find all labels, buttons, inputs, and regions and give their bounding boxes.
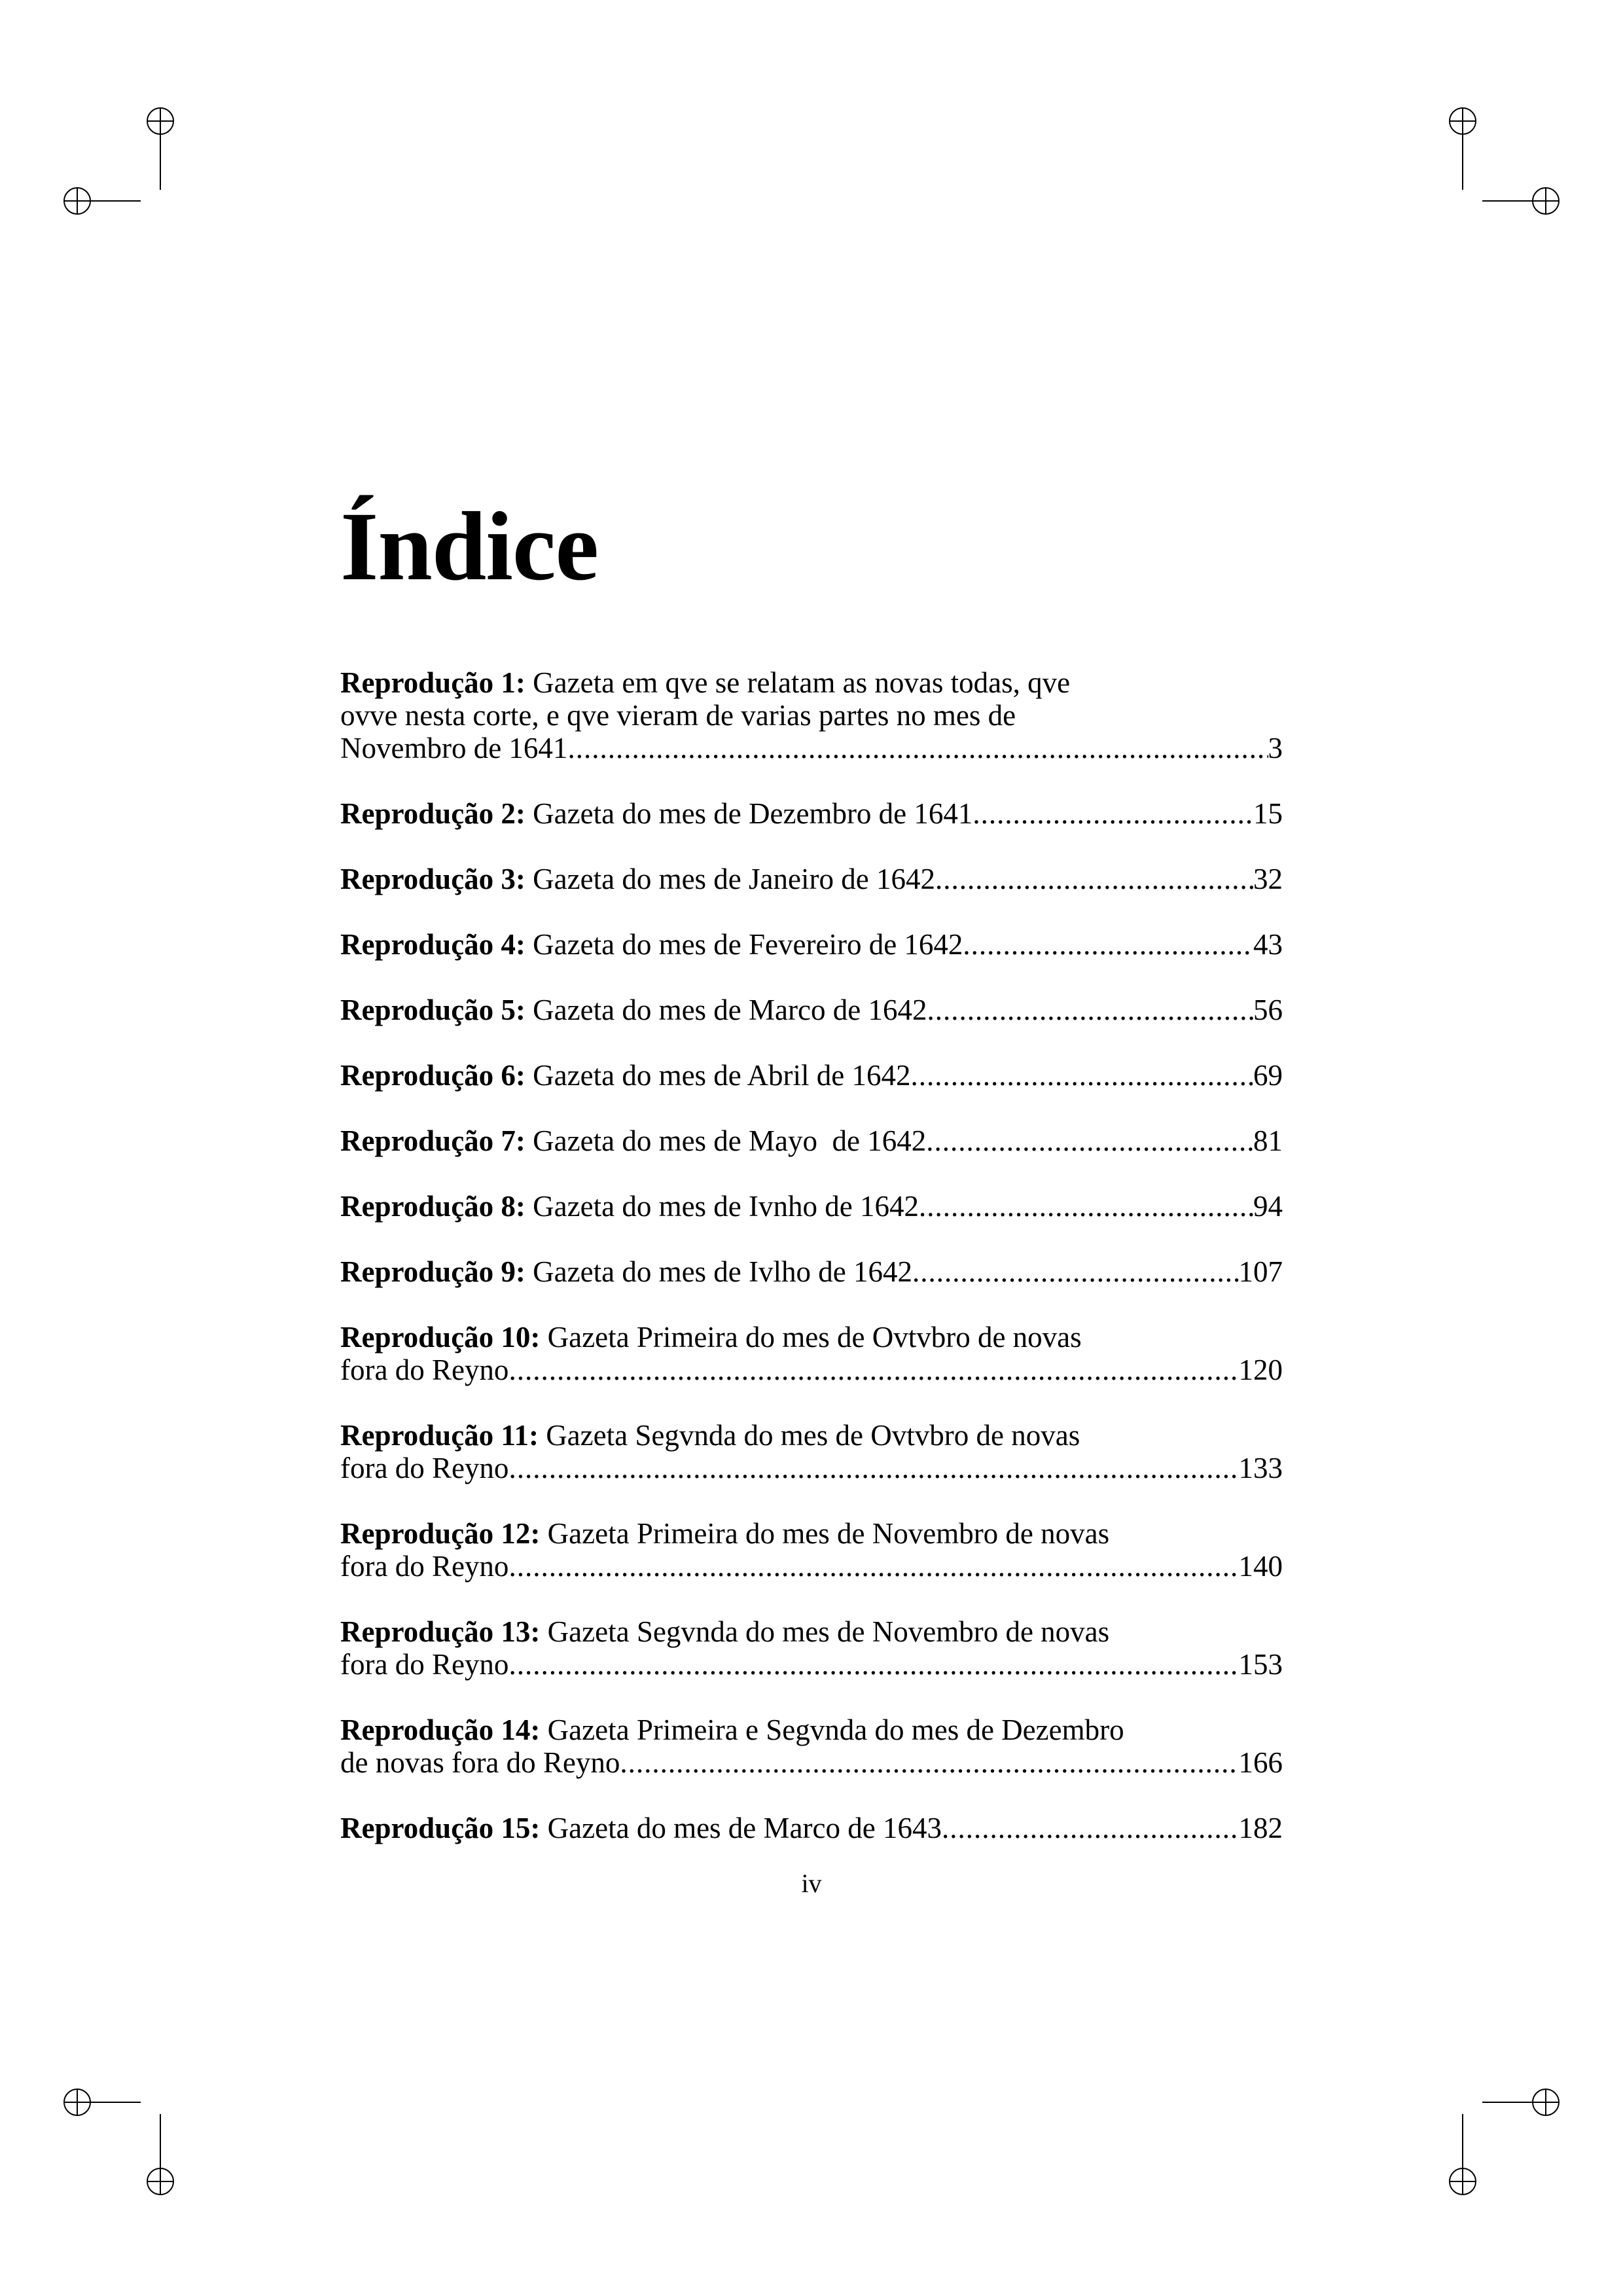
toc-entry-text bbox=[340, 1059, 911, 1092]
toc-entry-text: Gazeta Segvnda do mes de Novembro de novas bbox=[547, 1615, 1110, 1648]
toc-entry-leader-line bbox=[340, 1550, 1283, 1583]
registration-mark-top-right bbox=[1450, 108, 1559, 214]
toc-page-number: 43 bbox=[1253, 928, 1283, 961]
toc-entry-title: Novembro de 1641 bbox=[340, 732, 568, 764]
dot-leader bbox=[972, 797, 1253, 830]
toc-entry-text: Gazeta Segvnda do mes de Ovtvbro de novas bbox=[546, 1419, 1080, 1452]
toc-page-number: 133 bbox=[1238, 1452, 1283, 1484]
toc-page-number: 3 bbox=[1268, 732, 1283, 764]
toc-entry-line bbox=[340, 1615, 1283, 1648]
toc-page-number: 153 bbox=[1238, 1648, 1283, 1681]
toc-entry[interactable] bbox=[340, 1713, 1283, 1779]
toc-entry-label: Reprodução 11: bbox=[340, 1419, 539, 1452]
toc-entry-line bbox=[340, 1713, 1283, 1746]
dot-leader bbox=[567, 732, 1268, 764]
toc-entry-leader-line bbox=[340, 1190, 1283, 1223]
page-title: Índice bbox=[340, 492, 599, 601]
toc-entry[interactable] bbox=[340, 1615, 1283, 1681]
toc-entry-text bbox=[340, 1190, 919, 1223]
toc-entry-title: Gazeta do mes de Mayo de 1642 bbox=[533, 1124, 927, 1157]
toc-entry-text bbox=[340, 1255, 912, 1288]
toc-entry-line bbox=[340, 1321, 1283, 1354]
toc-entry[interactable] bbox=[340, 1255, 1283, 1288]
toc-entry[interactable] bbox=[340, 1321, 1283, 1386]
toc-entry-leader-line bbox=[340, 1648, 1283, 1681]
toc-entry-leader-line bbox=[340, 1746, 1283, 1779]
toc-entry-line bbox=[340, 1517, 1283, 1550]
toc-page-number: 15 bbox=[1253, 797, 1283, 830]
toc-entry-label: Reprodução 2: bbox=[340, 797, 526, 830]
toc-entry-label: Reprodução 9: bbox=[340, 1255, 526, 1288]
toc-page-number: 107 bbox=[1238, 1255, 1283, 1288]
toc-entry-label: Reprodução 8: bbox=[340, 1190, 526, 1223]
dot-leader bbox=[927, 994, 1253, 1026]
toc-entry-title: Gazeta do mes de Ivlho de 1642 bbox=[533, 1255, 912, 1288]
toc-entry-title: fora do Reyno bbox=[340, 1648, 509, 1681]
toc-page-number: 182 bbox=[1238, 1812, 1283, 1844]
toc-entry-line bbox=[340, 1419, 1283, 1452]
toc-page-number: 32 bbox=[1253, 863, 1283, 895]
toc-entry-text bbox=[340, 1648, 508, 1681]
toc-entry[interactable] bbox=[340, 1517, 1283, 1583]
toc-entry-title: fora do Reyno bbox=[340, 1550, 509, 1583]
dot-leader bbox=[942, 1812, 1239, 1844]
toc-page-number: 94 bbox=[1253, 1190, 1283, 1223]
toc-entry-text bbox=[340, 1746, 620, 1779]
toc-entry-title: Gazeta do mes de Marco de 1642 bbox=[533, 994, 927, 1026]
toc-entry-text bbox=[340, 1452, 508, 1484]
toc-page-number: 56 bbox=[1253, 994, 1283, 1026]
toc-entry-text bbox=[340, 928, 963, 961]
dot-leader bbox=[508, 1354, 1238, 1386]
toc-entry-label: Reprodução 6: bbox=[340, 1059, 526, 1092]
toc-entry-text bbox=[340, 732, 567, 764]
toc-entry-leader-line bbox=[340, 928, 1283, 961]
toc-entry-label: Reprodução 14: bbox=[340, 1713, 541, 1746]
toc-entry-label: Reprodução 4: bbox=[340, 928, 526, 961]
dot-leader bbox=[963, 928, 1253, 961]
toc-entry-label: Reprodução 5: bbox=[340, 994, 526, 1026]
toc-entry-text: Gazeta Primeira e Segvnda do mes de Dezembro bbox=[547, 1713, 1124, 1746]
toc-entry-text: ovve nesta corte, e qve vieram de varias partes no mes de bbox=[340, 699, 1016, 732]
toc-entry-title: Gazeta do mes de Dezembro de 1641 bbox=[533, 797, 973, 830]
toc-entry-leader-line bbox=[340, 1059, 1283, 1092]
toc-entry-label: Reprodução 15: bbox=[340, 1812, 541, 1844]
dot-leader bbox=[508, 1648, 1238, 1681]
toc-page-number: 81 bbox=[1253, 1124, 1283, 1157]
toc-entry-text bbox=[340, 1812, 942, 1844]
registration-mark-bottom-right bbox=[1450, 2089, 1559, 2195]
toc-entry-leader-line bbox=[340, 1452, 1283, 1484]
page-content bbox=[340, 492, 1283, 1844]
toc-entry-text: Gazeta Primeira do mes de Ovtvbro de novas bbox=[547, 1321, 1082, 1354]
dot-leader bbox=[919, 1190, 1253, 1223]
toc-entry-leader-line bbox=[340, 863, 1283, 895]
toc-entry-leader-line bbox=[340, 1255, 1283, 1288]
toc-entry[interactable] bbox=[340, 1190, 1283, 1223]
toc-entry-text: Gazeta Primeira do mes de Novembro de novas bbox=[547, 1517, 1110, 1550]
table-of-contents bbox=[340, 666, 1283, 1844]
dot-leader bbox=[508, 1452, 1238, 1484]
dot-leader bbox=[911, 1059, 1253, 1092]
toc-entry-text bbox=[340, 1124, 926, 1157]
toc-page-number: 69 bbox=[1253, 1059, 1283, 1092]
toc-entry-text bbox=[340, 1550, 508, 1583]
toc-entry-leader-line bbox=[340, 797, 1283, 830]
page-number: iv bbox=[801, 1869, 822, 1898]
toc-entry[interactable] bbox=[340, 797, 1283, 830]
toc-entry-leader-line bbox=[340, 1812, 1283, 1844]
toc-entry-line bbox=[340, 666, 1283, 699]
dot-leader bbox=[620, 1746, 1238, 1779]
dot-leader bbox=[935, 863, 1253, 895]
toc-entry-text bbox=[340, 797, 972, 830]
toc-entry-text bbox=[340, 1354, 508, 1386]
toc-entry-title: Gazeta do mes de Janeiro de 1642 bbox=[533, 863, 935, 895]
toc-page-number: 166 bbox=[1238, 1746, 1283, 1779]
toc-page-number: 120 bbox=[1238, 1354, 1283, 1386]
toc-entry-label: Reprodução 12: bbox=[340, 1517, 541, 1550]
toc-entry[interactable] bbox=[340, 863, 1283, 895]
registration-mark-bottom-left bbox=[64, 2089, 173, 2195]
toc-entry-label: Reprodução 13: bbox=[340, 1615, 541, 1648]
toc-entry[interactable] bbox=[340, 1812, 1283, 1844]
toc-entry-title: fora do Reyno bbox=[340, 1452, 509, 1484]
toc-entry-text bbox=[340, 863, 935, 895]
toc-entry-title: Gazeta do mes de Abril de 1642 bbox=[533, 1059, 911, 1092]
toc-entry-label: Reprodução 1: bbox=[340, 666, 526, 699]
toc-entry-title: de novas fora do Reyno bbox=[340, 1746, 620, 1779]
toc-entry-label: Reprodução 3: bbox=[340, 863, 526, 895]
toc-entry[interactable] bbox=[340, 1419, 1283, 1484]
toc-entry-title: Gazeta do mes de Marco de 1643 bbox=[547, 1812, 942, 1844]
toc-entry[interactable] bbox=[340, 928, 1283, 961]
toc-entry-leader-line bbox=[340, 1354, 1283, 1386]
toc-entry-leader-line bbox=[340, 732, 1283, 764]
toc-page-number: 140 bbox=[1238, 1550, 1283, 1583]
toc-entry-text bbox=[340, 994, 927, 1026]
toc-entry-label: Reprodução 10: bbox=[340, 1321, 541, 1354]
toc-entry[interactable] bbox=[340, 994, 1283, 1026]
toc-entry[interactable] bbox=[340, 1059, 1283, 1092]
toc-entry-title: Gazeta do mes de Fevereiro de 1642 bbox=[533, 928, 963, 961]
registration-mark-top-left bbox=[64, 108, 173, 214]
dot-leader bbox=[508, 1550, 1238, 1583]
toc-entry-leader-line bbox=[340, 994, 1283, 1026]
toc-entry-line bbox=[340, 699, 1283, 732]
toc-entry-label: Reprodução 7: bbox=[340, 1124, 526, 1157]
toc-entry-text: Gazeta em qve se relatam as novas todas, qve bbox=[533, 666, 1071, 699]
toc-entry[interactable] bbox=[340, 666, 1283, 764]
toc-entry-title: fora do Reyno bbox=[340, 1354, 509, 1386]
dot-leader bbox=[912, 1255, 1239, 1288]
toc-entry-title: Gazeta do mes de Ivnho de 1642 bbox=[533, 1190, 919, 1223]
dot-leader bbox=[926, 1124, 1253, 1157]
toc-entry-leader-line bbox=[340, 1124, 1283, 1157]
toc-entry[interactable] bbox=[340, 1124, 1283, 1157]
